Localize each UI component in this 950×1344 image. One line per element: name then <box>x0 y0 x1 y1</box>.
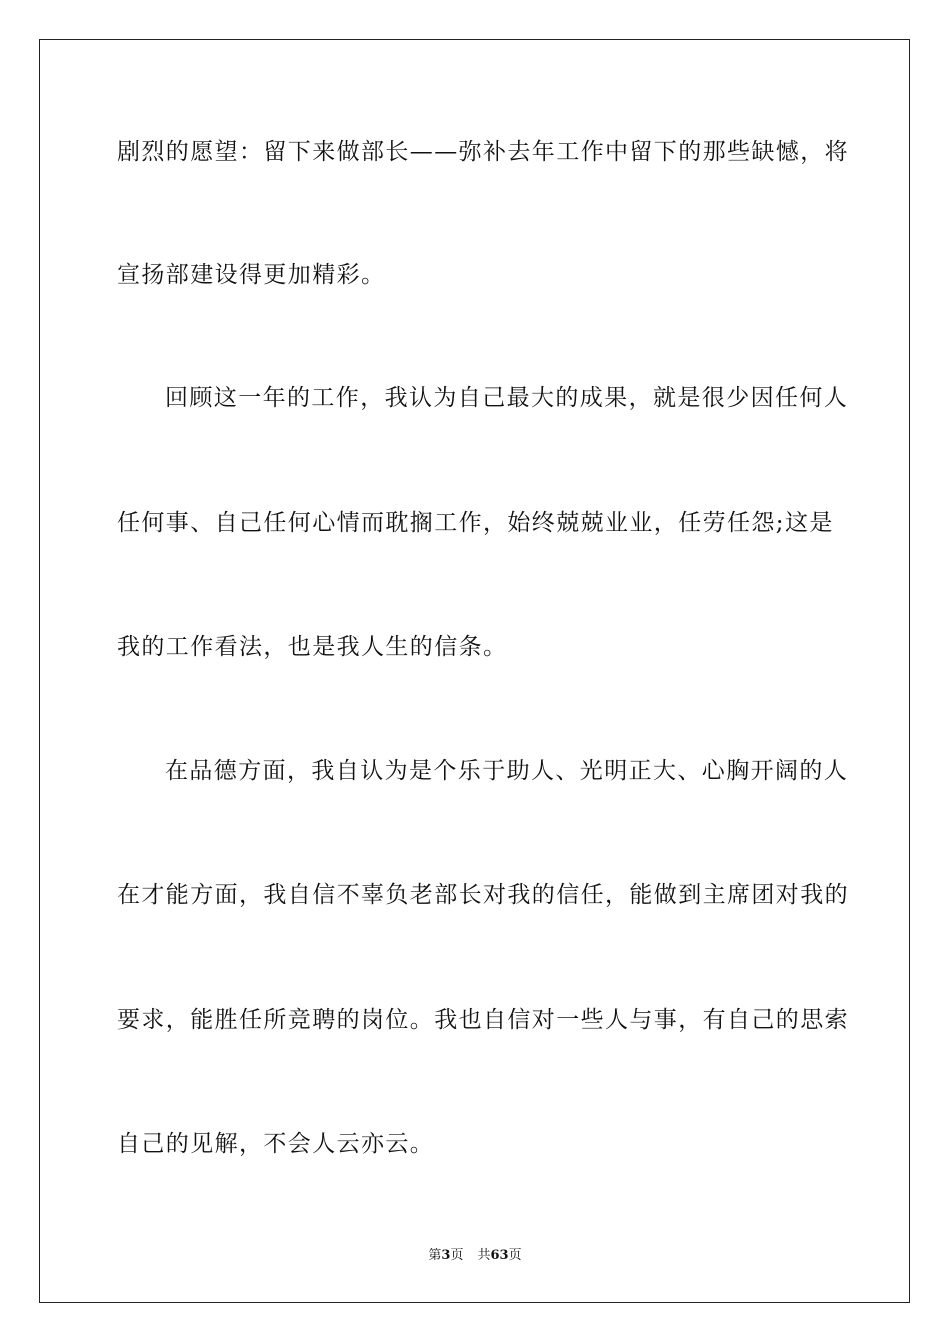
total-suffix: 页 <box>508 1248 522 1263</box>
page-suffix: 页 <box>450 1248 464 1263</box>
total-pages: 63 <box>490 1248 509 1263</box>
body-text-line: 剧烈的愿望：留下来做部长——弥补去年工作中留下的那些缺憾，将 <box>117 139 849 165</box>
body-text-line: 我的工作看法，也是我人生的信条。 <box>117 634 508 660</box>
body-text-line: 宣扬部建设得更加精彩。 <box>117 262 386 288</box>
paragraph-first-line: 回顾这一年的工作，我认为自己最大的成果，就是很少因任何人 <box>165 385 849 411</box>
body-text-line: 要求，能胜任所竞聘的岗位。我也自信对一些人与事，有自己的思索 <box>117 1007 849 1033</box>
total-prefix: 共 <box>477 1248 491 1263</box>
page-number: 3 <box>441 1248 451 1263</box>
page-prefix: 第 <box>428 1248 442 1263</box>
page-border <box>39 39 910 1303</box>
body-text-line: 任何事、自己任何心情而耽搁工作，始终兢兢业业，任劳任怨;这是 <box>117 510 834 536</box>
body-text-line: 自己的见解，不会人云亦云。 <box>117 1131 435 1157</box>
body-text-line: 在才能方面，我自信不辜负老部长对我的信任，能做到主席团对我的 <box>117 882 849 908</box>
paragraph-first-line: 在品德方面，我自认为是个乐于助人、光明正大、心胸开阔的人 <box>165 758 849 784</box>
page-footer <box>0 1247 950 1265</box>
